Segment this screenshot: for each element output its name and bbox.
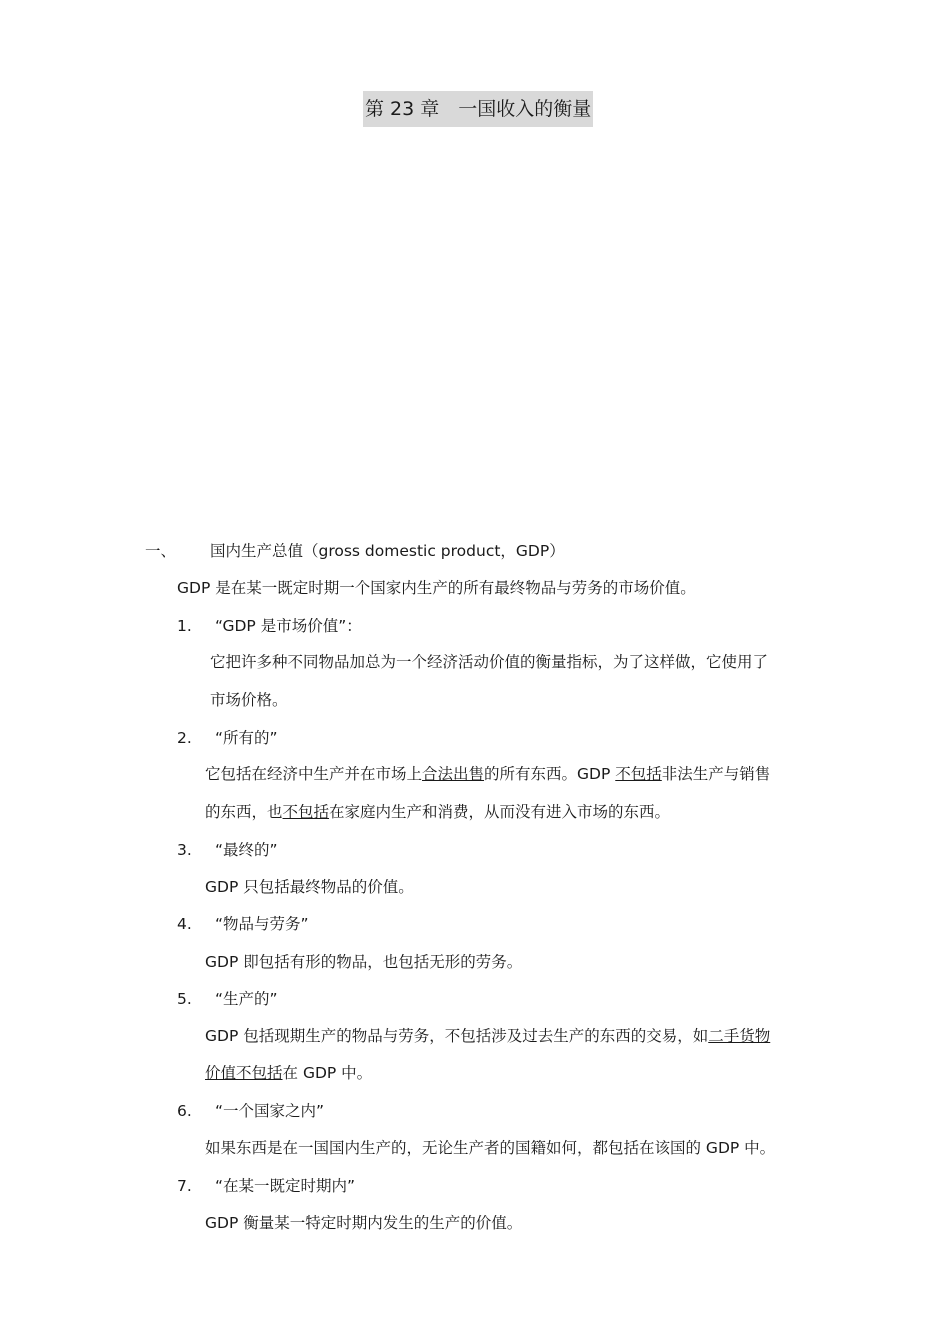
body-text: 在 GDP 中。 [282,1064,373,1082]
underlined-text: 合法出售 [422,765,485,783]
item-body [205,1062,372,1084]
item-body: 如果东西是在一国国内生产的，无论生产者的国籍如何，都包括在该国的 GDP 中。 [205,1139,776,1157]
body-text: 非法生产与销售 [661,765,771,783]
item-body: GDP 只包括最终物品的价值。 [205,878,414,896]
item-body: GDP 即包括有形的物品，也包括无形的劳务。 [205,953,523,971]
section-definition: GDP 是在某一既定时期一个国家内生产的所有最终物品与劳务的市场价值。 [177,579,696,597]
underlined-text: 不包括 [282,803,330,821]
page-title: 第 23 章 一国收入的衡量 [363,91,593,127]
underlined-text: 二手货物 [708,1027,771,1045]
body-text: 在家庭内生产和消费，从而没有进入市场的东西。 [329,803,671,821]
item-heading: “生产的” [215,990,278,1008]
body-text: 的东西，也 [205,803,283,821]
item-number: 2. [177,729,192,747]
section-marker: 一、 [145,542,177,560]
item-heading: “所有的” [215,729,278,747]
item-heading: “最终的” [215,841,278,859]
item-heading: “在某一既定时期内” [215,1177,356,1195]
item-body [205,801,670,823]
item-body [205,1025,770,1047]
item-number: 3. [177,841,192,859]
item-body: 市场价格。 [210,691,288,709]
body-text: GDP 包括现期生产的物品与劳务，不包括涉及过去生产的东西的交易，如 [205,1027,709,1045]
item-body [205,763,770,785]
underlined-text: 不包括 [615,765,662,783]
item-body: GDP 衡量某一特定时期内发生的生产的价值。 [205,1214,523,1232]
item-heading: “一个国家之内” [215,1102,325,1120]
body-text: 的所有东西。GDP [484,765,616,783]
item-heading: “GDP 是市场价值”： [215,617,362,635]
item-number: 1. [177,617,192,635]
item-heading: “物品与劳务” [215,915,309,933]
item-number: 4. [177,915,192,933]
item-number: 7. [177,1177,192,1195]
underlined-text: 价值不包括 [205,1064,283,1082]
section-heading: 国内生产总值（gross domestic product，GDP） [210,542,565,560]
item-number: 6. [177,1102,192,1120]
body-text: 它包括在经济中生产并在市场上 [205,765,423,783]
item-number: 5. [177,990,192,1008]
item-body: 它把许多种不同物品加总为一个经济活动价值的衡量指标，为了这样做，它使用了 [210,653,769,671]
